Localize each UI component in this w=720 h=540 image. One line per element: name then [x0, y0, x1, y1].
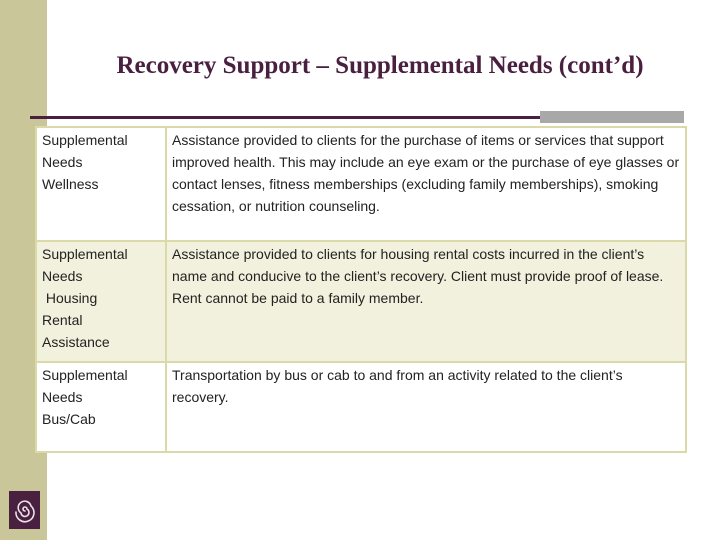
table-row	[36, 241, 686, 362]
title-divider-accent	[540, 111, 684, 123]
row-label-line: Rental	[42, 312, 83, 328]
row-label-line: Supplemental	[42, 246, 128, 262]
row-label-cell	[36, 362, 166, 452]
row-description-cell: Assistance provided to clients for the purchase of items or services that support improved health. This may include an eye exam or the purchase of eye glasses or contact lenses, fitness memberships (excluding family memberships), smoking cessation, or nutrition counseling.	[166, 127, 686, 241]
row-label-line: Needs	[42, 389, 83, 405]
row-label-line: Supplemental	[42, 132, 128, 148]
row-description-cell: Assistance provided to clients for housing rental costs incurred in the client’s name and conducive to the client’s recovery. Client must provide proof of lease. Rent cannot be paid to a family member.	[166, 241, 686, 362]
row-label-cell	[36, 241, 166, 362]
table-row	[36, 127, 686, 241]
title-divider	[30, 116, 540, 119]
row-label-line: Bus/Cab	[42, 411, 96, 427]
slide-title: Recovery Support – Supplemental Needs (cont’d)	[116, 52, 644, 79]
supplemental-needs-table	[35, 126, 685, 453]
row-label-line: Wellness	[42, 176, 99, 192]
row-label-line: Housing	[42, 290, 98, 306]
row-label-line: Assistance	[42, 334, 110, 350]
row-label-line: Needs	[42, 268, 83, 284]
spiral-logo-icon	[9, 491, 40, 529]
table-row	[36, 362, 686, 452]
row-description-cell: Transportation by bus or cab to and from an activity related to the client’s recovery.	[166, 362, 686, 452]
row-label-cell	[36, 127, 166, 241]
row-label-line: Needs	[42, 154, 83, 170]
row-label-line: Supplemental	[42, 367, 128, 383]
